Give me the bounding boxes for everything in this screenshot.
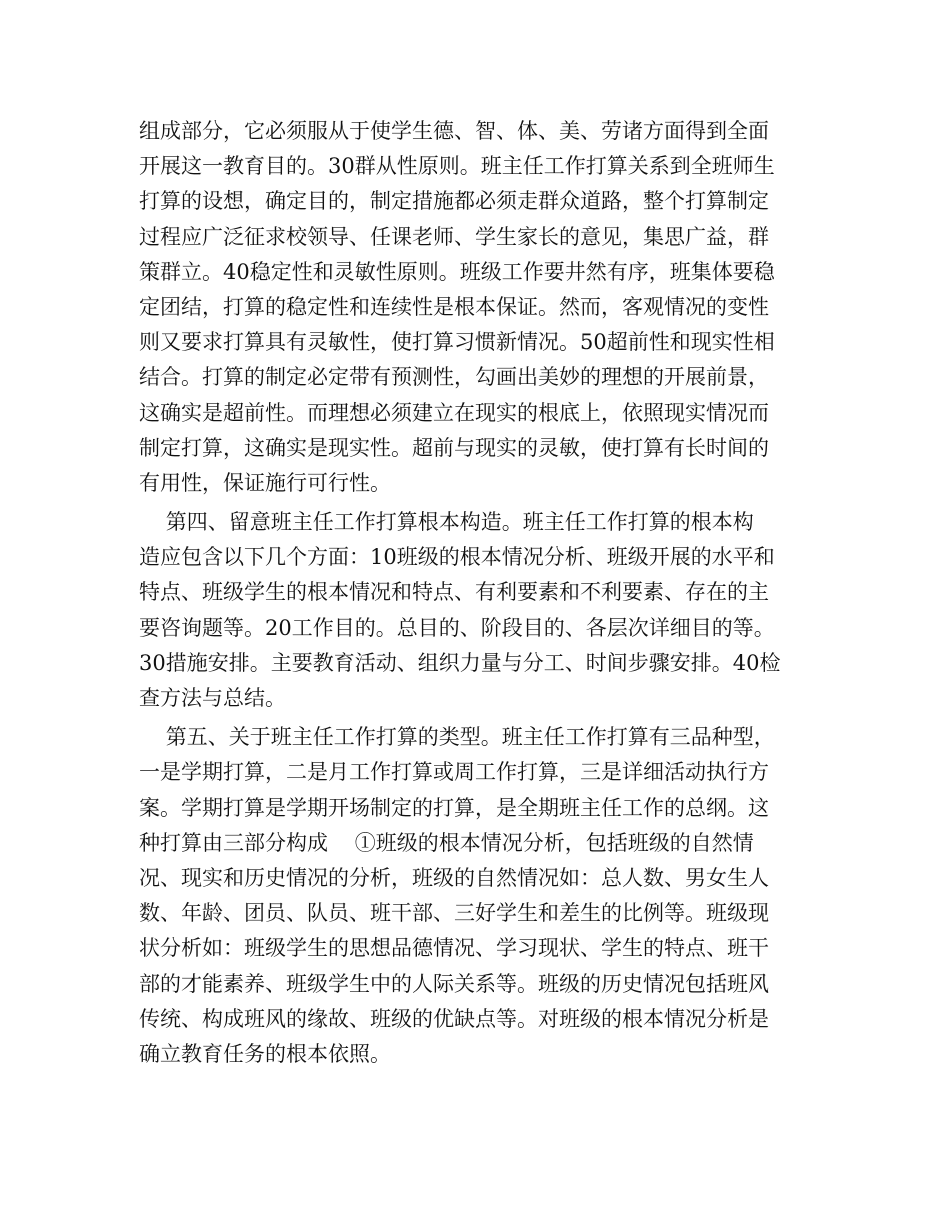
text-line: 况、现实和历史情况的分析，班级的自然情况如：总人数、男女生人 bbox=[139, 865, 769, 890]
text-line: 状分析如：班级学生的思想品德情况、学习现状、学生的特点、班干 bbox=[139, 936, 769, 961]
text-line: 策群立。40稳定性和灵敏性原则。班级工作要井然有序，班集体要稳 bbox=[139, 259, 775, 284]
text-line: 数、年龄、团员、队员、班干部、三好学生和差生的比例等。班级现 bbox=[139, 901, 769, 926]
text-line: 定团结，打算的稳定性和连续性是根本保证。然而，客观情况的变性 bbox=[139, 294, 769, 319]
text-line: 查方法与总结。 bbox=[139, 686, 286, 710]
text-line: 结合。打算的制定必定带有预测性，勾画出美妙的理想的开展前景， bbox=[139, 365, 769, 390]
body-text bbox=[139, 114, 839, 1072]
text-line: 过程应广泛征求校领导、任课老师、学生家长的意见，集思广益，群 bbox=[139, 224, 769, 249]
text-line: 部的才能素养、班级学生中的人际关系等。班级的历史情况包括班风 bbox=[139, 971, 769, 996]
text-line: 打算的设想，确定目的，制定措施都必须走群众道路，整个打算制定 bbox=[139, 189, 769, 214]
text-line: 有用性，保证施行可行性。 bbox=[139, 470, 391, 495]
text-line: 这确实是超前性。而理想必须建立在现实的根底上，依照现实情况而 bbox=[139, 400, 769, 425]
text-line: 制定打算，这确实是现实性。超前与现实的灵敏，使打算有长时间的 bbox=[139, 435, 769, 460]
text-line: 第四、留意班主任工作打算根本构造。班主任工作打算的根本构 bbox=[139, 510, 754, 535]
text-line: 则又要求打算具有灵敏性，使打算习惯新情况。50超前性和现实性相 bbox=[139, 330, 775, 355]
text-line: 30措施安排。主要教育活动、组织力量与分工、时间步骤安排。40检 bbox=[139, 650, 781, 675]
text-line: 一是学期打算，二是月工作打算或周工作打算，三是详细活动执行方 bbox=[139, 760, 769, 785]
text-line: 传统、构成班风的缘故、班级的优缺点等。对班级的根本情况分析是 bbox=[139, 1006, 769, 1031]
text-line: 确立教育任务的根本依照。 bbox=[139, 1041, 391, 1066]
text-line: 造应包含以下几个方面：10班级的根本情况分析、班级开展的水平和 bbox=[139, 545, 775, 570]
text-line: 第五、关于班主任工作打算的类型。班主任工作打算有三品种型， bbox=[139, 725, 775, 750]
text-line: 种打算由三部分构成 ①班级的根本情况分析，包括班级的自然情 bbox=[139, 830, 754, 855]
text-line: 特点、班级学生的根本情况和特点、有利要素和不利要素、存在的主 bbox=[139, 580, 769, 605]
text-line: 案。学期打算是学期开场制定的打算，是全期班主任工作的总纲。这 bbox=[139, 795, 769, 820]
text-line: 开展这一教育目的。30群从性原则。班主任工作打算关系到全班师生 bbox=[139, 154, 775, 179]
text-line: 要咨询题等。20工作目的。总目的、阶段目的、各层次详细目的等。 bbox=[139, 615, 775, 640]
text-line: 组成部分，它必须服从于使学生德、智、体、美、劳诸方面得到全面 bbox=[139, 119, 769, 143]
